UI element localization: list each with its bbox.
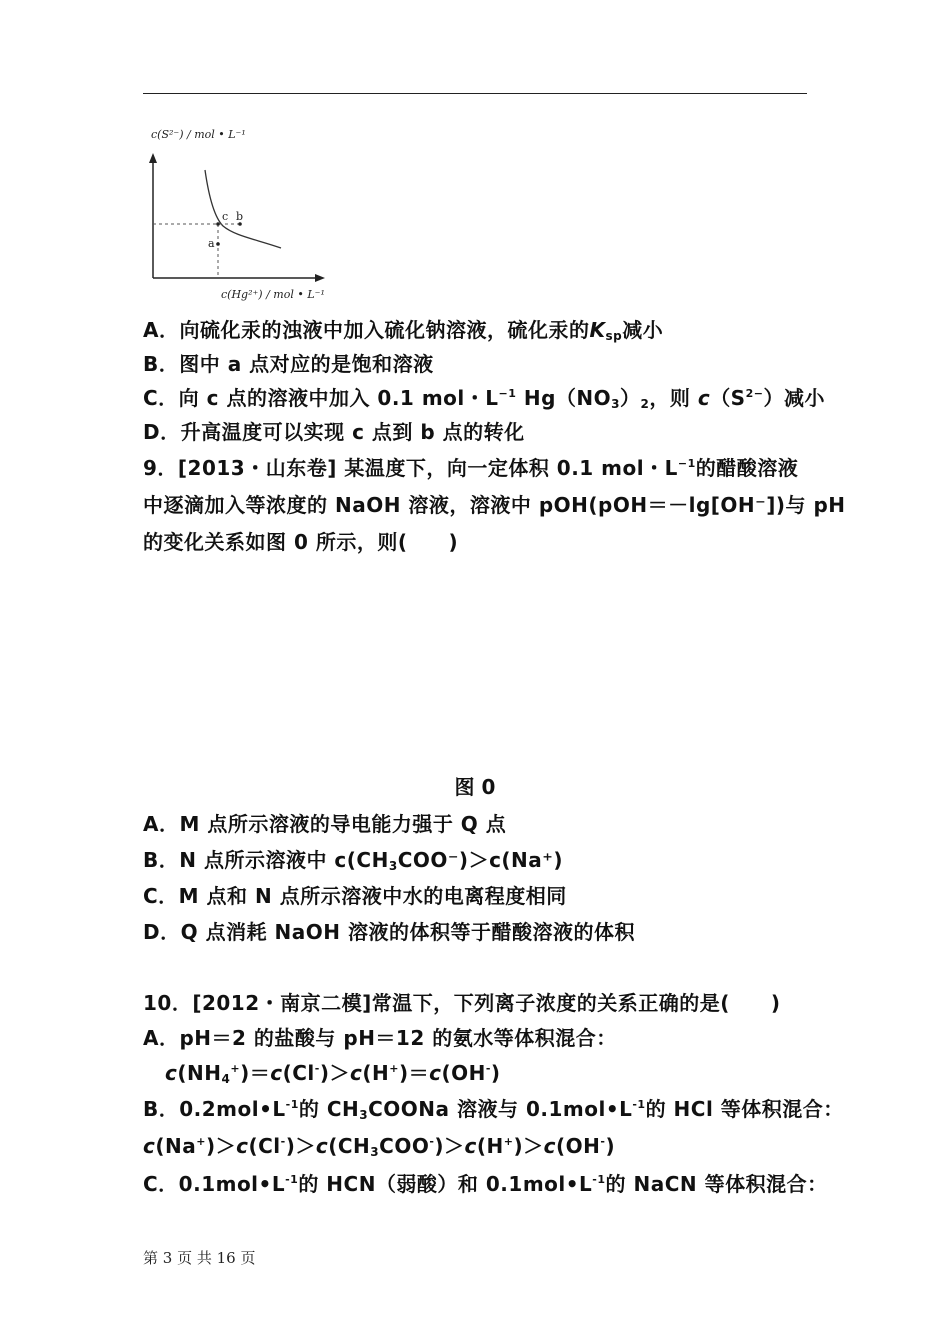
q9-option-a: A．M 点所示溶液的导电能力强于 Q 点 — [143, 812, 507, 836]
point-c-label: c — [222, 210, 229, 223]
figure-caption: 图 0 — [454, 775, 496, 799]
header-rule — [143, 93, 807, 94]
point-a-label: a — [208, 237, 215, 250]
q9-stem-line3: 的变化关系如图 0 所示，则( ) — [143, 530, 459, 554]
x-axis-arrow — [315, 274, 325, 282]
q10-option-c: C．$0.1mol•L^{-1}$的 HCN（弱酸）和 $0.1mol•L^{-1}$的 NaCN 等体积混合： — [143, 1172, 828, 1196]
q10-option-a-equation: $c(NH_4^+)=c(Cl^-)>c(H^+)=c(OH^-)$ — [165, 1061, 501, 1086]
point-b-label: b — [236, 210, 244, 223]
q9-option-c: C．M 点和 N 点所示溶液中水的电离程度相同 — [143, 884, 567, 908]
q10-option-a: A．pH＝2 的盐酸与 pH＝12 的氨水等体积混合： — [143, 1026, 617, 1050]
point-c-dot — [216, 222, 220, 226]
solubility-figure — [143, 120, 343, 305]
q8-option-b: B．图中 a 点对应的是饱和溶液 — [143, 352, 434, 376]
q8-option-c: C．向 c 点的溶液中加入 0.1 mol・$L^{-1}$ $Hg(NO_3)_2$，则 $c(S^{2-})$减小 — [143, 386, 825, 411]
q9-option-d: D．Q 点消耗 NaOH 溶液的体积等于醋酸溶液的体积 — [143, 920, 635, 944]
solubility-curve — [205, 170, 281, 248]
q8-option-a: A．向硫化汞的浊液中加入硫化钠溶液，硫化汞的$K_{sp}$减小 — [143, 318, 664, 343]
x-axis-label: c(Hg²⁺) / mol • L⁻¹ — [221, 288, 325, 301]
q10-option-b: B．$0.2mol•L^{-1}$的 $CH_3COONa$ 溶液与 $0.1mol•L^{-1}$的 HCl 等体积混合： — [143, 1097, 844, 1122]
q9-option-b: B．N 点所示溶液中 $c(CH_3COO^-)>c(Na^+)$ — [143, 848, 563, 873]
q8-option-d: D．升高温度可以实现 c 点到 b 点的转化 — [143, 420, 525, 444]
q9-stem-line1: 9．[2013・山东卷] 某温度下，向一定体积 0.1 mol・$L^{-1}$的醋酸溶液 — [143, 456, 799, 480]
page-footer: 第 3 页 共 16 页 — [143, 1249, 256, 1267]
y-axis-arrow — [149, 153, 157, 163]
q9-stem-line2: 中逐滴加入等浓度的 NaOH 溶液，溶液中 pOH(pOH＝－lg[OH⁻])与 pH — [143, 493, 846, 517]
q10-stem: 10．[2012・南京二模]常温下，下列离子浓度的关系正确的是( ) — [143, 991, 781, 1015]
y-axis-label: c(S²⁻) / mol • L⁻¹ — [151, 128, 246, 141]
q10-option-b-equation: $c(Na^+)>c(Cl^-)>c(CH_3COO^-)>c(H^+)>c(OH^-)$ — [143, 1134, 616, 1159]
point-a-dot — [216, 242, 220, 246]
